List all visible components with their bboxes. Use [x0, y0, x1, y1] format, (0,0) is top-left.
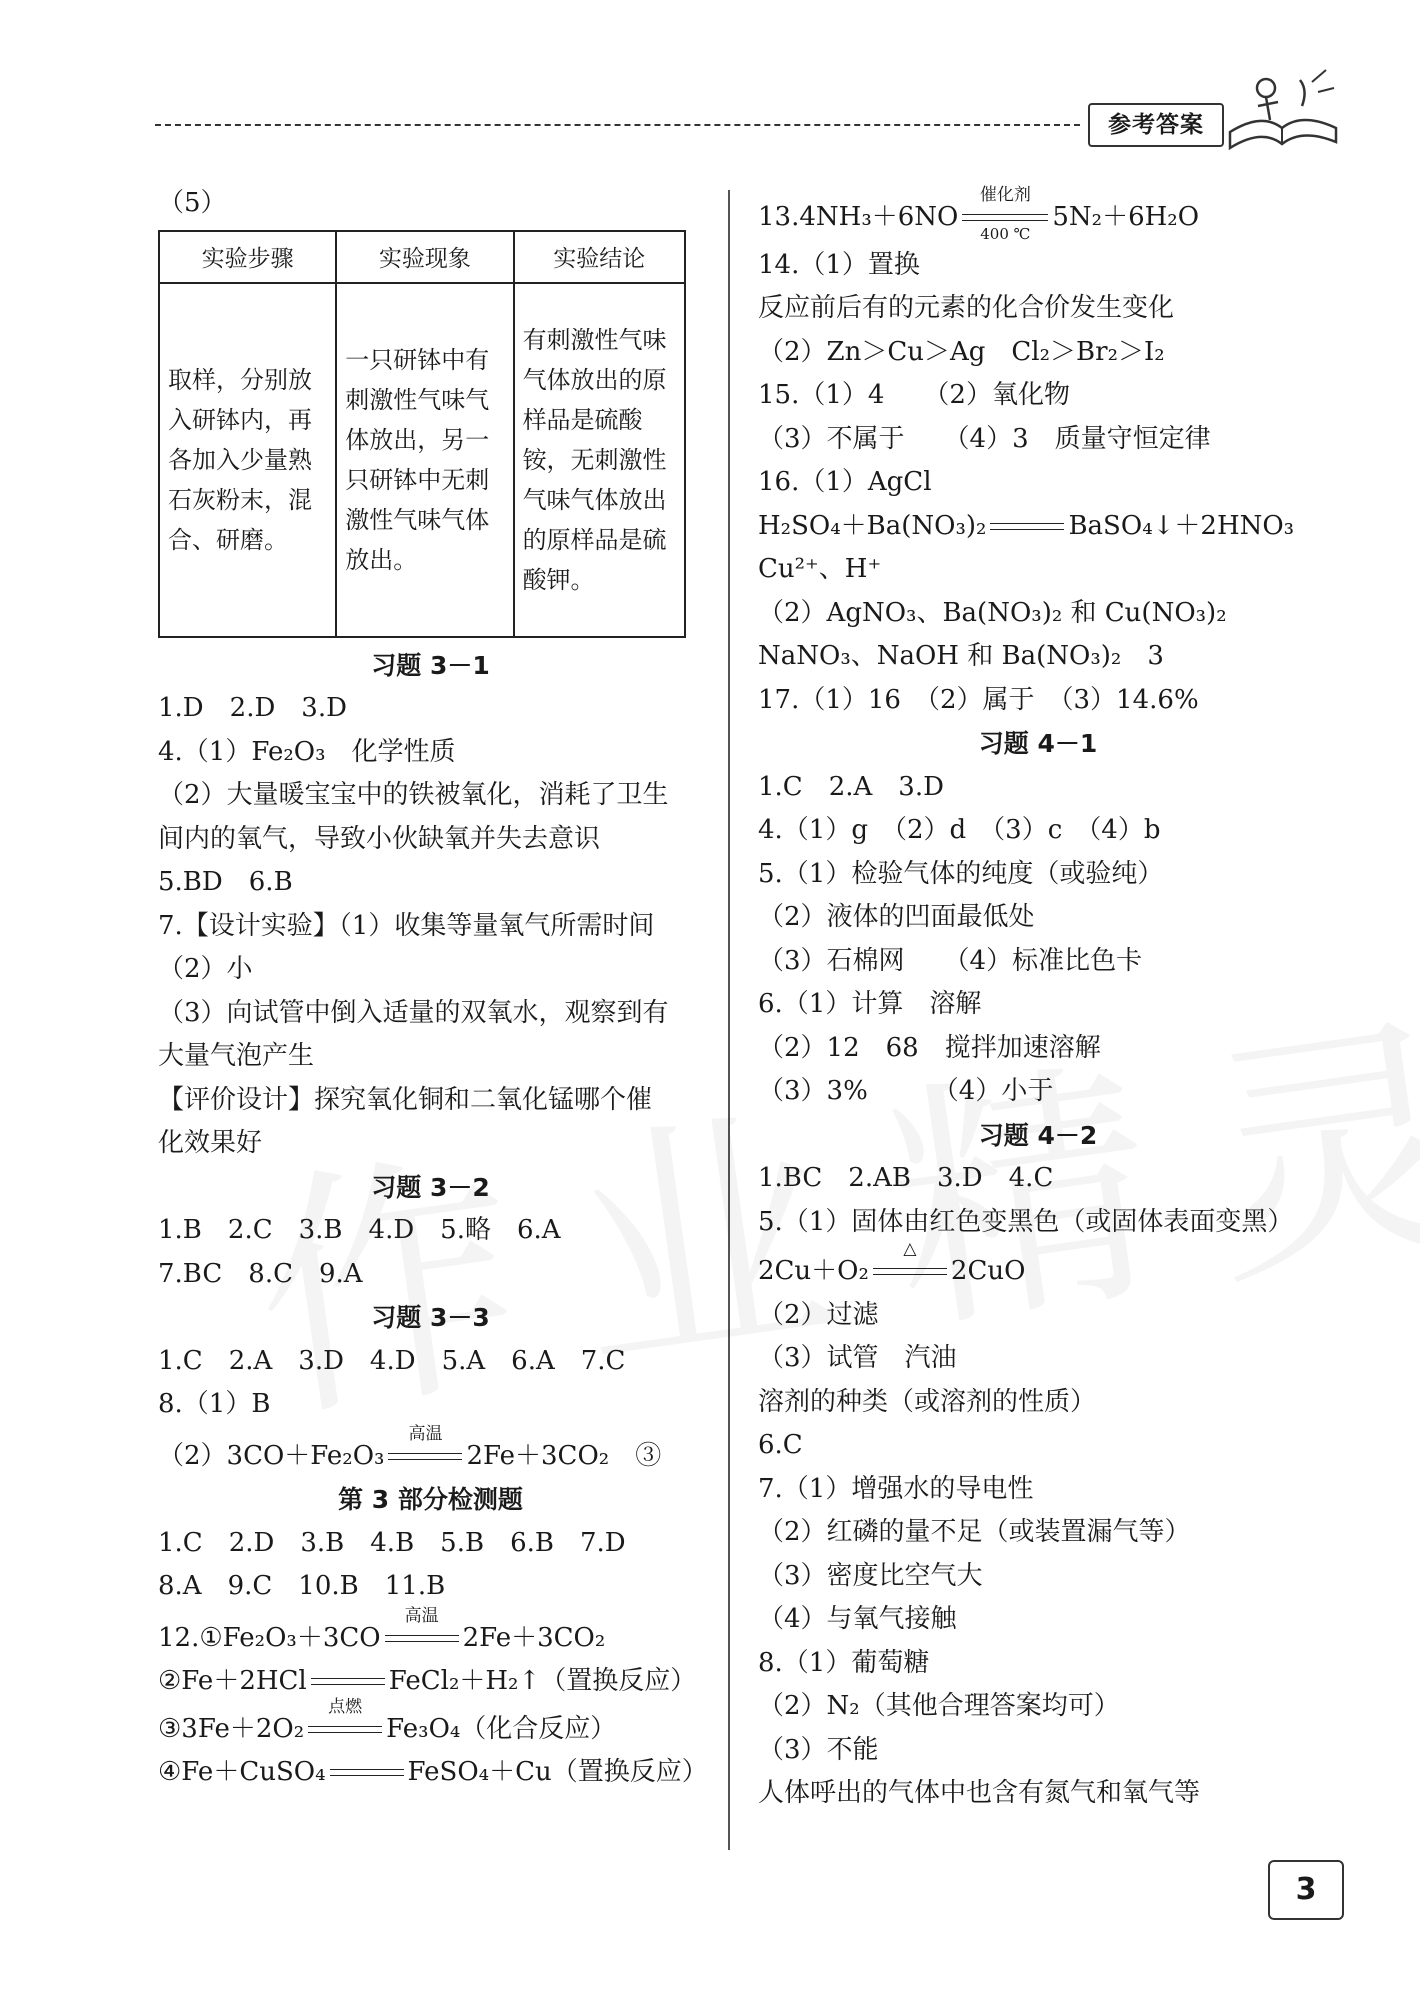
equation-right: 2Fe＋3CO₂	[462, 1622, 606, 1653]
answer-line: 8.（1）B	[158, 1389, 271, 1419]
answer-line: Cu²⁺、H⁺	[758, 554, 882, 584]
answer-line: 【评价设计】探究氧化铜和二氧化锰哪个催	[158, 1084, 653, 1115]
answer-line: （3）3% （4）小于	[758, 1076, 1054, 1106]
answer-line: 16.（1）AgCl	[758, 467, 932, 497]
answer-line: 4.（1）Fe₂O₃ 化学性质	[158, 736, 456, 767]
table-header-phenomena: 实验现象	[336, 231, 513, 283]
answer-line: 14.（1）置换	[758, 249, 920, 280]
equation-sign	[962, 185, 1048, 243]
equation-right: 2Fe＋3CO₂ ③	[466, 1440, 662, 1471]
answer-line: 人体呼出的气体中也含有氮气和氧气等	[758, 1778, 1201, 1808]
equation-condition: 高温	[404, 1605, 439, 1626]
answer-line: 1.C 2.A 3.D 4.D 5.A 6.A 7.C	[158, 1345, 626, 1376]
answer-line: （3）向试管中倒入适量的双氧水，观察到有	[158, 997, 669, 1028]
table-cell-phenomena: 一只研钵中有刺激性气味气体放出，另一只研钵中无刺激性气味气体放出。	[336, 283, 513, 637]
answer-line: （3）密度比空气大	[758, 1560, 983, 1591]
answer-line: （3）试管 汽油	[758, 1343, 957, 1373]
answer-line: 4.（1）g （2）d （3）c （4）b	[758, 815, 1161, 845]
equation-sign	[385, 1605, 459, 1649]
page-number: 3	[1268, 1860, 1344, 1920]
answer-line: （3）不属于 （4）3 质量守恒定律	[758, 423, 1211, 454]
equation-left: ②Fe＋2HCl	[158, 1666, 307, 1696]
equation-line	[758, 505, 1318, 549]
answer-line: （3）不能	[758, 1734, 879, 1765]
section-title-4-1: 习题 4－1	[978, 729, 1098, 758]
section-title-3-3: 习题 3－3	[371, 1303, 490, 1332]
answer-line: 1.C 2.D 3.B 4.B 5.B 6.B 7.D	[158, 1527, 626, 1558]
answer-line: NaNO₃、NaOH 和 Ba(NO₃)₂ 3	[758, 641, 1164, 671]
equation-left: ③3Fe＋2O₂	[158, 1713, 305, 1744]
table-header-conclusion: 实验结论	[514, 231, 685, 283]
equation-condition: 催化剂	[979, 185, 1031, 205]
answer-line: 化效果好	[158, 1128, 263, 1158]
equation-right: 5N₂＋6H₂O	[1052, 202, 1200, 232]
equation-sign	[990, 517, 1064, 537]
equation-line	[758, 1239, 1318, 1294]
equation-left: H₂SO₄＋Ba(NO₃)₂	[758, 510, 987, 541]
equation-sign	[388, 1423, 462, 1467]
equation-line	[158, 1751, 708, 1795]
equation-line	[158, 1423, 703, 1479]
answer-line: （4）与氧气接触	[758, 1604, 957, 1634]
table-header-steps: 实验步骤	[159, 231, 336, 283]
equation-sign	[308, 1696, 382, 1740]
answer-line: 7.（1）增强水的导电性	[758, 1473, 1034, 1504]
answer-line: 6.（1）计算 溶解	[758, 989, 982, 1019]
equation-right: FeSO₄＋Cu（置换反应）	[407, 1757, 708, 1787]
equation-line	[158, 1696, 703, 1752]
answer-line: （2）小	[158, 954, 253, 984]
answer-line: （3）石棉网 （4）标准比色卡	[758, 945, 1143, 976]
answer-line: 8.A 9.C 10.B 11.B	[158, 1571, 446, 1601]
equation-condition-2: 400 ℃	[980, 225, 1031, 243]
equation-left: 2Cu＋O₂	[758, 1256, 869, 1286]
equation-left: ④Fe＋CuSO₄	[158, 1757, 326, 1787]
answer-line: 1.B 2.C 3.B 4.D 5.略 6.A	[158, 1215, 561, 1245]
header-dashed-line	[155, 124, 1080, 126]
equation-right: FeCl₂＋H₂↑（置换反应）	[388, 1666, 697, 1696]
equation-condition: 高温	[408, 1423, 443, 1444]
equation-condition: △	[903, 1239, 917, 1259]
equation-right: Fe₃O₄（化合反应）	[386, 1713, 617, 1744]
answer-line: 反应前后有的元素的化合价发生变化	[758, 293, 1175, 323]
experiment-table	[158, 230, 686, 638]
column-divider	[728, 190, 730, 1850]
answer-line: 间内的氧气，导致小伙缺氧并失去意识	[158, 823, 601, 854]
answer-line: （2）12 68 搅拌加速溶解	[758, 1032, 1101, 1063]
right-column	[758, 182, 1318, 1816]
section-title-part3-test: 第 3 部分检测题	[338, 1485, 523, 1514]
answer-line: （2）大量暖宝宝中的铁被氧化，消耗了卫生	[158, 780, 669, 810]
answer-line: 15.（1）4 （2）氧化物	[758, 380, 1070, 410]
answer-line: 17.（1）16 （2）属于 （3）14.6%	[758, 684, 1199, 715]
table-cell-steps: 取样，分别放入研钵内，再各加入少量熟石灰粉末，混合、研磨。	[159, 283, 336, 637]
section-title-4-2: 习题 4－2	[978, 1120, 1098, 1150]
answer-line: 大量气泡产生	[158, 1041, 315, 1071]
equation-sign	[330, 1763, 404, 1783]
answer-line: 8.（1）葡萄糖	[758, 1647, 930, 1678]
equation-left: （2）3CO＋Fe₂O₃	[158, 1440, 385, 1471]
equation-line	[158, 1660, 703, 1704]
left-column	[158, 182, 708, 1795]
answer-line: 5.（1）固体由红色变黑色（或固体表面变黑）	[758, 1206, 1294, 1237]
answer-line: （2）液体的凹面最低处	[758, 902, 1035, 932]
answer-line: 1.C 2.A 3.D	[758, 771, 944, 802]
answer-line: 5.（1）检验气体的纯度（或验纯）	[758, 858, 1164, 889]
answer-line: （2）过滤	[758, 1299, 879, 1330]
answer-line: （2）AgNO₃、Ba(NO₃)₂ 和 Cu(NO₃)₂	[758, 597, 1227, 628]
answer-line: 7.【设计实验】（1）收集等量氧气所需时间	[158, 910, 655, 941]
equation-left: 12.①Fe₂O₃＋3CO	[158, 1622, 381, 1653]
equation-line	[758, 185, 1318, 243]
equation-sign	[311, 1672, 385, 1692]
q5-label: （5）	[158, 188, 227, 218]
answer-line: 溶剂的种类（或溶剂的性质）	[758, 1386, 1097, 1417]
book-illustration-icon	[1222, 62, 1344, 158]
header-tab: 参考答案	[1088, 103, 1224, 147]
answer-line: 1.BC 2.AB 3.D 4.C	[758, 1163, 1054, 1193]
equation-sign	[873, 1239, 947, 1282]
section-title-3-2: 习题 3－2	[371, 1172, 490, 1202]
equation-condition: 点燃	[328, 1696, 363, 1717]
answer-line: （2）Zn＞Cu＞Ag Cl₂＞Br₂＞I₂	[758, 336, 1165, 367]
equation-right: BaSO₄↓＋2HNO₃	[1068, 510, 1295, 541]
equation-right: 2CuO	[950, 1256, 1026, 1286]
answer-line: 1.D 2.D 3.D	[158, 693, 347, 723]
answer-line: （2）红磷的量不足（或装置漏气等）	[758, 1517, 1191, 1547]
equation-line	[158, 1605, 703, 1661]
section-title-3-1: 习题 3－1	[371, 650, 490, 680]
answer-line: 5.BD 6.B	[158, 867, 293, 897]
answer-line: 7.BC 8.C 9.A	[158, 1258, 363, 1289]
equation-left: 13.4NH₃＋6NO	[758, 202, 959, 232]
answer-line: （2）N₂（其他合理答案均可）	[758, 1691, 1120, 1721]
answer-line: 6.C	[758, 1430, 803, 1460]
table-cell-conclusion: 有刺激性气味气体放出的原样品是硫酸铵，无刺激性气味气体放出的原样品是硫酸钾。	[514, 283, 685, 637]
